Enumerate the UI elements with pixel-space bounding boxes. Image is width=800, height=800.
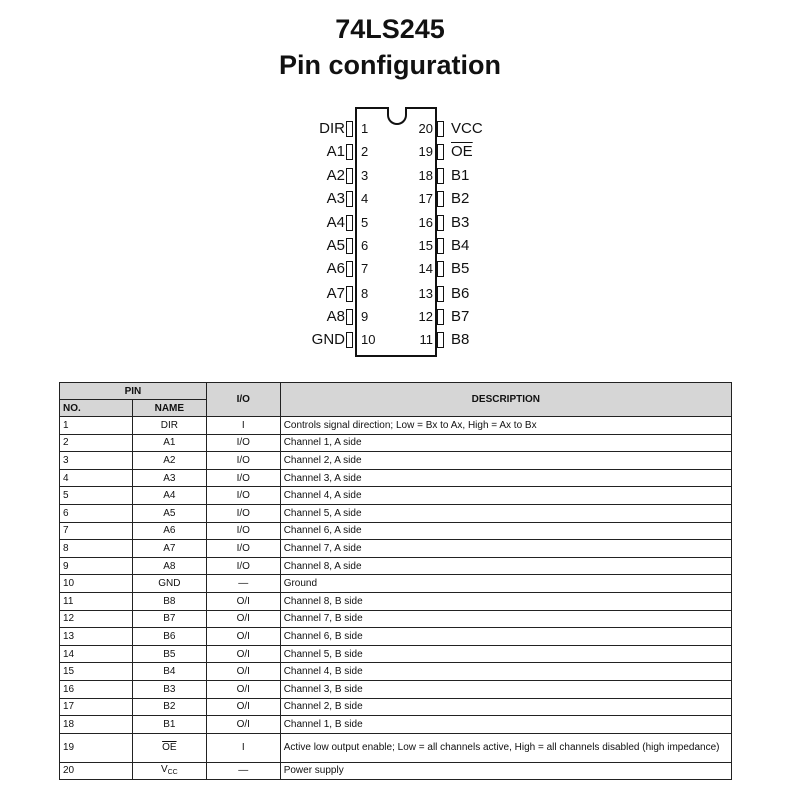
cell-no: 17 xyxy=(60,698,133,716)
cell-name: A8 xyxy=(132,557,206,575)
cell-io: O/I xyxy=(206,663,280,681)
pin-number: 16 xyxy=(418,215,433,230)
cell-io: I xyxy=(206,417,280,435)
table-row xyxy=(60,663,732,681)
cell-name xyxy=(132,733,206,762)
table-row xyxy=(60,487,732,505)
cell-no: 19 xyxy=(60,733,133,762)
pin-lead-icon xyxy=(437,215,444,231)
table-row xyxy=(60,610,732,628)
cell-io: I/O xyxy=(206,487,280,505)
pin-lead-icon xyxy=(437,332,444,348)
pin-lead-icon xyxy=(346,215,353,231)
cell-name-subscript: CC xyxy=(167,768,178,776)
pin-name: B1 xyxy=(451,167,470,184)
pin-lead-icon xyxy=(437,121,444,137)
cell-io: O/I xyxy=(206,610,280,628)
pin-lead-icon xyxy=(437,144,444,160)
cell-io: I/O xyxy=(206,522,280,540)
cell-no: 8 xyxy=(60,540,133,558)
table-row xyxy=(60,434,732,452)
pin-lead-icon xyxy=(437,238,444,254)
pin-number: 3 xyxy=(361,168,369,183)
table-row xyxy=(60,762,732,780)
table-row xyxy=(60,469,732,487)
pin-functions-table xyxy=(59,382,732,780)
pin-number: 15 xyxy=(418,238,433,253)
cell-io: — xyxy=(206,575,280,593)
table-row xyxy=(60,698,732,716)
table-row xyxy=(60,522,732,540)
cell-name-text: $\overline{OE}$ xyxy=(162,742,177,754)
pin-number: 9 xyxy=(361,309,369,324)
pin-name: A1 xyxy=(326,143,345,160)
cell-description: Channel 4, A side xyxy=(280,487,731,505)
cell-no: 5 xyxy=(60,487,133,505)
cell-no: 16 xyxy=(60,680,133,698)
pin-lead-icon xyxy=(346,168,353,184)
pin-right-15 xyxy=(415,236,515,256)
cell-no: 12 xyxy=(60,610,133,628)
cell-no: 6 xyxy=(60,504,133,522)
pin-lead-icon xyxy=(437,191,444,207)
cell-name: A7 xyxy=(132,540,206,558)
pin-name: A4 xyxy=(326,214,345,231)
pin-lead-icon xyxy=(346,191,353,207)
cell-description: Channel 7, B side xyxy=(280,610,731,628)
cell-no: 3 xyxy=(60,452,133,470)
cell-io: O/I xyxy=(206,628,280,646)
pin-number: 6 xyxy=(361,238,369,253)
header-name: NAME xyxy=(132,400,206,417)
table-header-row xyxy=(60,383,732,400)
cell-io: O/I xyxy=(206,716,280,734)
cell-io: I/O xyxy=(206,504,280,522)
pin-name: B6 xyxy=(451,285,470,302)
cell-io: I/O xyxy=(206,434,280,452)
pin-name: A5 xyxy=(326,237,345,254)
cell-description: Channel 6, A side xyxy=(280,522,731,540)
table-row xyxy=(60,557,732,575)
pin-lead-icon xyxy=(346,332,353,348)
cell-no: 1 xyxy=(60,417,133,435)
pin-right-17 xyxy=(415,189,515,209)
header-pin-group: PIN xyxy=(60,383,207,400)
cell-no: 18 xyxy=(60,716,133,734)
cell-name: B7 xyxy=(132,610,206,628)
pin-number: 4 xyxy=(361,191,369,206)
cell-name: DIR xyxy=(132,417,206,435)
header-description: DESCRIPTION xyxy=(280,383,731,417)
cell-no: 15 xyxy=(60,663,133,681)
cell-name: A6 xyxy=(132,522,206,540)
table-row xyxy=(60,680,732,698)
cell-description: Channel 3, A side xyxy=(280,469,731,487)
pin-right-13 xyxy=(415,284,515,304)
pin-name: A6 xyxy=(326,260,345,277)
pin-name: A2 xyxy=(326,167,345,184)
pin-number: 1 xyxy=(361,121,369,136)
pin-lead-icon xyxy=(346,121,353,137)
pin-name: A7 xyxy=(326,285,345,302)
pin-number: 11 xyxy=(419,332,433,347)
pin-name: B5 xyxy=(451,260,470,277)
pin-number: 13 xyxy=(418,286,433,301)
cell-name: A3 xyxy=(132,469,206,487)
pin-name: A8 xyxy=(326,308,345,325)
pin-name: A3 xyxy=(326,190,345,207)
pin-left-7 xyxy=(0,259,375,279)
cell-io: O/I xyxy=(206,680,280,698)
cell-description: Channel 5, B side xyxy=(280,645,731,663)
pin-right-14 xyxy=(415,259,515,279)
cell-name: A2 xyxy=(132,452,206,470)
cell-name: A1 xyxy=(132,434,206,452)
pin-lead-icon xyxy=(437,309,444,325)
pin-left-4 xyxy=(0,189,375,209)
cell-no: 4 xyxy=(60,469,133,487)
pin-name: B7 xyxy=(451,308,470,325)
table-row xyxy=(60,452,732,470)
header-io: I/O xyxy=(206,383,280,417)
pin-left-2 xyxy=(0,142,375,162)
cell-description: Channel 8, B side xyxy=(280,592,731,610)
pin-name: $\overline{OE}$ xyxy=(451,143,473,160)
pin-name: DIR xyxy=(319,120,345,137)
pin-right-18 xyxy=(415,166,515,186)
cell-description: Channel 4, B side xyxy=(280,663,731,681)
pin-left-8 xyxy=(0,284,375,304)
cell-io: I/O xyxy=(206,469,280,487)
table-row xyxy=(60,645,732,663)
cell-name: B6 xyxy=(132,628,206,646)
cell-io: I xyxy=(206,733,280,762)
cell-name: B4 xyxy=(132,663,206,681)
cell-description: Power supply xyxy=(280,762,731,780)
cell-io: O/I xyxy=(206,698,280,716)
pin-lead-icon xyxy=(437,261,444,277)
cell-name: B5 xyxy=(132,645,206,663)
pin-number: 2 xyxy=(361,144,369,159)
pin-right-12 xyxy=(415,307,515,327)
pin-number: 17 xyxy=(418,191,433,206)
cell-description: Channel 7, A side xyxy=(280,540,731,558)
table-row xyxy=(60,540,732,558)
cell-no: 7 xyxy=(60,522,133,540)
pin-lead-icon xyxy=(346,144,353,160)
pin-number: 5 xyxy=(361,215,369,230)
pin-lead-icon xyxy=(346,238,353,254)
pin-name: B8 xyxy=(451,331,470,348)
pin-right-16 xyxy=(415,213,515,233)
cell-description: Channel 5, A side xyxy=(280,504,731,522)
pin-number: 7 xyxy=(361,261,369,276)
cell-name-main: V xyxy=(160,763,168,775)
cell-no: 9 xyxy=(60,557,133,575)
cell-name: B3 xyxy=(132,680,206,698)
pin-number: 10 xyxy=(361,332,376,347)
table-row xyxy=(60,628,732,646)
cell-description: Channel 6, B side xyxy=(280,628,731,646)
cell-io: I/O xyxy=(206,557,280,575)
cell-name: B1 xyxy=(132,716,206,734)
header-no: NO. xyxy=(60,400,133,417)
cell-io: O/I xyxy=(206,645,280,663)
cell-no: 13 xyxy=(60,628,133,646)
cell-description: Channel 2, A side xyxy=(280,452,731,470)
table-row xyxy=(60,592,732,610)
cell-name: B8 xyxy=(132,592,206,610)
pin-name: B3 xyxy=(451,214,470,231)
pin-number: 14 xyxy=(418,261,433,276)
table-row xyxy=(60,716,732,734)
pin-number: 8 xyxy=(361,286,369,301)
table-row xyxy=(60,733,732,762)
pin-number: 19 xyxy=(418,144,433,159)
pin-number: 12 xyxy=(418,309,433,324)
pin-number: 20 xyxy=(418,121,433,136)
pin-number: 18 xyxy=(418,168,433,183)
pin-name: B2 xyxy=(451,190,470,207)
pin-lead-icon xyxy=(437,286,444,302)
cell-name xyxy=(132,762,206,780)
cell-description: Active low output enable; Low = all channels active, High = all channels disabled (high impedance) xyxy=(280,733,731,762)
cell-description: Channel 2, B side xyxy=(280,698,731,716)
chip-notch-icon xyxy=(387,107,407,125)
cell-io: — xyxy=(206,762,280,780)
cell-no: 2 xyxy=(60,434,133,452)
cell-no: 11 xyxy=(60,592,133,610)
cell-name: GND xyxy=(132,575,206,593)
pin-right-11 xyxy=(415,330,515,350)
pin-lead-icon xyxy=(437,168,444,184)
cell-name: A5 xyxy=(132,504,206,522)
cell-no: 20 xyxy=(60,762,133,780)
pin-lead-icon xyxy=(346,286,353,302)
cell-description: Channel 1, B side xyxy=(280,716,731,734)
cell-name: A4 xyxy=(132,487,206,505)
cell-description: Ground xyxy=(280,575,731,593)
pin-lead-icon xyxy=(346,261,353,277)
page-subtitle: Pin configuration xyxy=(279,50,501,80)
cell-description: Controls signal direction; Low = Bx to Ax, High = Ax to Bx xyxy=(280,417,731,435)
pin-left-9 xyxy=(0,307,375,327)
part-number-title: 74LS245 xyxy=(335,14,445,44)
pin-left-6 xyxy=(0,236,375,256)
cell-description: Channel 3, B side xyxy=(280,680,731,698)
pin-left-3 xyxy=(0,166,375,186)
cell-io: I/O xyxy=(206,540,280,558)
pin-right-20 xyxy=(415,119,515,139)
cell-no: 10 xyxy=(60,575,133,593)
cell-io: I/O xyxy=(206,452,280,470)
pin-name: B4 xyxy=(451,237,470,254)
pin-left-10 xyxy=(0,330,375,350)
pin-name: VCC xyxy=(451,120,483,137)
pin-lead-icon xyxy=(346,309,353,325)
cell-description: Channel 8, A side xyxy=(280,557,731,575)
pin-name: GND xyxy=(311,331,345,348)
cell-io: O/I xyxy=(206,592,280,610)
cell-name: B2 xyxy=(132,698,206,716)
pin-left-5 xyxy=(0,213,375,233)
pin-right-19 xyxy=(415,142,515,162)
pin-left-1 xyxy=(0,119,375,139)
table-row xyxy=(60,417,732,435)
cell-no: 14 xyxy=(60,645,133,663)
table-row xyxy=(60,575,732,593)
table-row xyxy=(60,504,732,522)
cell-description: Channel 1, A side xyxy=(280,434,731,452)
